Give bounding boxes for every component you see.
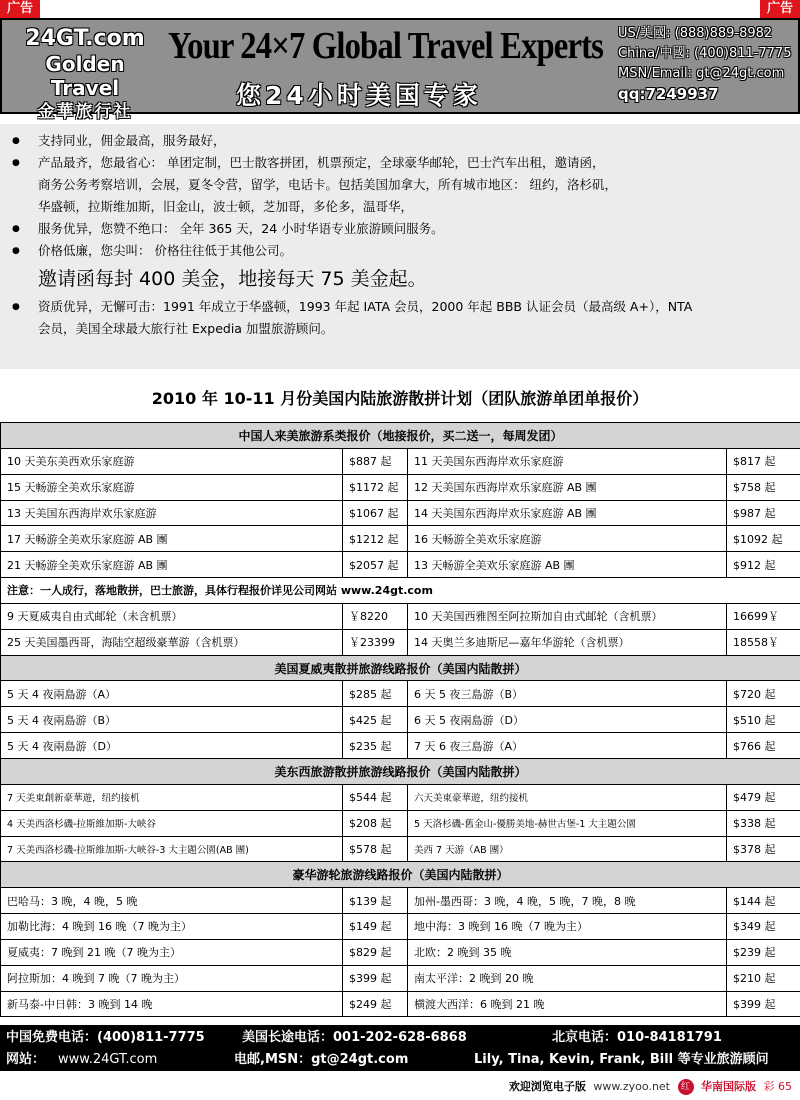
table-row — [1, 939, 800, 965]
tour-name-right: 16 天畅游全美欢乐家庭游 — [408, 526, 727, 552]
logo-name-cn: 金華旅行社 — [37, 102, 133, 122]
tour-name-left: 5 天 4 夜兩島游（B） — [1, 707, 343, 733]
tour-name-right: 6 天 5 夜兩島游（D） — [408, 707, 727, 733]
tour-name-right: 5 天洛杉磯-舊金山-優勝美地-赫世古堡-1 大主題公園 — [408, 810, 727, 836]
section-china-tours-title-row — [1, 423, 800, 449]
tour-name-right: 六天美東豪華遊，纽约接机 — [408, 784, 727, 810]
headline-offer: 邀请函每封 400 美金，地接每天 75 美金起。 — [38, 268, 427, 290]
tour-name-left: 25 天美国墨西哥，海陆空超级豪華游（含机票） — [1, 629, 343, 655]
footer-consultants: Lily, Tina, Kevin, Frank, Bill 等专业旅游顾问 — [474, 1052, 769, 1067]
table-row — [1, 707, 800, 733]
price-table — [0, 422, 800, 1017]
tour-name-left: 4 天美西洛杉磯-拉斯維加斯-大峡谷 — [1, 810, 343, 836]
bullet-products-cont1: 商务公务考察培训，会展，夏冬令营，留学，电话卡。包括美国加拿大，所有城市地区： 纽约，洛杉矶， — [38, 177, 617, 192]
contact-china-phone: China/中國: (400)811-7775 — [618, 46, 792, 61]
tour-name-right: 横渡大西洋：6 晚到 21 晚 — [408, 991, 727, 1017]
tour-name-left: 加勒比海：4 晚到 16 晚（7 晚为主） — [1, 914, 343, 940]
tour-name-left: 5 天 4 夜兩島游（A） — [1, 681, 343, 707]
tour-name-left: 21 天畅游全美欢乐家庭游 AB 團 — [1, 552, 343, 578]
plan-title: 2010 年 10-11 月份美国内陆旅游散拼计划（团队旅游单团单报价） — [151, 389, 649, 408]
tour-price-left: $249 起 — [343, 991, 408, 1017]
table-row — [1, 733, 800, 759]
ad-header-banner — [0, 18, 800, 122]
tour-price-left: ￥23399 — [343, 629, 408, 655]
bullet-credentials: ● 资质优异，无懈可击：1991 年成立于华盛顿，1993 年起 IATA 会员，2000 年起 BBB 认证会员（最高级 A+），NTA — [38, 296, 786, 318]
footer-web-label: 网站： — [6, 1052, 46, 1067]
edition-badge-icon: 红 — [678, 1079, 694, 1095]
tour-price-right: $510 起 — [727, 707, 800, 733]
tour-price-right: $338 起 — [727, 810, 800, 836]
bullet-price: ● 价格低廉，您尖叫： 价格往往低于其他公司。 — [38, 240, 786, 262]
footer-us-phone: 美国长途电话：001-202-628-6868 — [242, 1030, 467, 1045]
tour-name-left: 9 天夏威夷自由式邮轮（未含机票） — [1, 603, 343, 629]
slogan-chinese: 您24小时美国专家 — [236, 81, 482, 110]
page-footer-credit — [509, 1076, 792, 1098]
footer-email[interactable]: 电邮,MSN：gt@24gt.com — [234, 1052, 409, 1067]
tour-price-right: $144 起 — [727, 888, 800, 914]
tour-price-right: $720 起 — [727, 681, 800, 707]
tour-name-right: 14 天奥兰多迪斯尼—嘉年华游轮（含机票） — [408, 629, 727, 655]
intro-section — [0, 124, 800, 369]
tour-price-right: $987 起 — [727, 500, 800, 526]
company-logo — [8, 26, 162, 122]
section-hawaii-title: 美国夏威夷散拼旅游线路报价（美国内陆散拼） — [1, 655, 800, 681]
tour-name-left: 13 天美国东西海岸欢乐家庭游 — [1, 500, 343, 526]
tour-name-left: 巴哈马：3 晚，4 晚，5 晚 — [1, 888, 343, 914]
tour-price-left: ￥8220 — [343, 603, 408, 629]
tour-name-right: 13 天畅游全美欢乐家庭游 AB 團 — [408, 552, 727, 578]
table-row — [1, 526, 800, 552]
tour-price-left: $2057 起 — [343, 552, 408, 578]
footer-china-phone: 中国免费电话：(400)811-7775 — [6, 1030, 205, 1045]
footer-site[interactable]: www.zyoo.net — [593, 1080, 670, 1093]
tour-price-left: $1067 起 — [343, 500, 408, 526]
section-luxury-cruise-title: 豪华游轮旅游线路报价（美国内陆散拼） — [1, 862, 800, 888]
tour-name-left: 新马泰-中日韩：3 晚到 14 晚 — [1, 991, 343, 1017]
logo-name-en: Golden Travel — [45, 52, 125, 100]
table-row — [1, 914, 800, 940]
tour-name-right: 北欧：2 晚到 35 晚 — [408, 939, 727, 965]
tour-name-left: 5 天 4 夜兩島游（D） — [1, 733, 343, 759]
tour-price-right: $758 起 — [727, 474, 800, 500]
bullet-products: ● 产品最齐，您最省心： 单团定制，巴士散客拼团，机票预定，全球豪华邮轮，巴士汽车出租，邀请函， — [38, 152, 786, 174]
contact-us-phone: US/美國: (888)889-8982 — [618, 26, 773, 41]
table-row — [1, 991, 800, 1017]
footer-edition: 华南国际版 — [701, 1080, 756, 1093]
table-row — [1, 888, 800, 914]
tour-name-left: 15 天畅游全美欢乐家庭游 — [1, 474, 343, 500]
footer-beijing-phone: 北京电话：010-84181791 — [552, 1030, 722, 1045]
footer-contact-bar — [0, 1025, 800, 1071]
tour-price-left: $544 起 — [343, 784, 408, 810]
tour-price-right: $239 起 — [727, 939, 800, 965]
tour-name-right: 加州-墨西哥：3 晚，4 晚，5 晚，7 晚，8 晚 — [408, 888, 727, 914]
table-row — [1, 500, 800, 526]
tour-name-right: 11 天美国东西海岸欢乐家庭游 — [408, 448, 727, 474]
tour-price-left: $285 起 — [343, 681, 408, 707]
tour-name-right: 南太平洋：2 晚到 20 晚 — [408, 965, 727, 991]
table-row — [1, 629, 800, 655]
section-china-tours-title: 中国人来美旅游系类报价（地接报价，买二送一，每周发团） — [1, 423, 800, 449]
ad-label-left: 广告 — [0, 0, 40, 18]
tour-name-right: 7 天 6 夜三島游（A） — [408, 733, 727, 759]
tour-price-left: $149 起 — [343, 914, 408, 940]
tour-price-right: $1092 起 — [727, 526, 800, 552]
tour-name-left: 17 天畅游全美欢乐家庭游 AB 團 — [1, 526, 343, 552]
tour-name-left: 7 天美東創新豪華遊，纽约接机 — [1, 784, 343, 810]
tour-price-left: $829 起 — [343, 939, 408, 965]
tour-price-left: $425 起 — [343, 707, 408, 733]
table-row — [1, 474, 800, 500]
tour-price-right: $817 起 — [727, 448, 800, 474]
tour-name-right: 地中海：3 晚到 16 晚（7 晚为主） — [408, 914, 727, 940]
tour-name-left: 10 天美东美西欢乐家庭游 — [1, 448, 343, 474]
tour-price-right: $210 起 — [727, 965, 800, 991]
bullet-credentials-cont: 会员，美国全球最大旅行社 Expedia 加盟旅游顾问。 — [38, 321, 334, 336]
tour-price-right: $378 起 — [727, 836, 800, 862]
section-east-west-title-row — [1, 758, 800, 784]
tour-price-left: $235 起 — [343, 733, 408, 759]
table-row — [1, 603, 800, 629]
tour-name-right: 10 天美国西雅图至阿拉斯加自由式邮轮（含机票） — [408, 603, 727, 629]
tour-name-right: 6 天 5 夜三島游（B） — [408, 681, 727, 707]
tour-name-right: 12 天美国东西海岸欢乐家庭游 AB 團 — [408, 474, 727, 500]
table-row — [1, 965, 800, 991]
tour-price-left: $887 起 — [343, 448, 408, 474]
tour-price-left: $578 起 — [343, 836, 408, 862]
contact-email: MSN/Email: gt@24gt.com — [618, 66, 785, 81]
tour-price-left: $208 起 — [343, 810, 408, 836]
footer-welcome: 欢迎浏览电子版 — [508, 1080, 586, 1093]
table-row — [1, 552, 800, 578]
tour-name-left: 7 天美西洛杉磯-拉斯維加斯-大峡谷-3 大主題公園(AB 團) — [1, 836, 343, 862]
footer-website-link[interactable]: www.24GT.com — [58, 1052, 158, 1067]
intro-bullet-list — [38, 130, 786, 340]
tour-name-right: 14 天美国东西海岸欢乐家庭游 AB 團 — [408, 500, 727, 526]
tour-price-left: $1212 起 — [343, 526, 408, 552]
tour-price-left: $1172 起 — [343, 474, 408, 500]
table-note: 注意：一人成行，落地散拼，巴士旅游，具体行程报价详见公司网站 www.24gt.com — [1, 578, 800, 604]
note-row — [1, 578, 800, 604]
tour-name-left: 夏威夷：7 晚到 21 晚（7 晚为主） — [1, 939, 343, 965]
bullet-support: ● 支持同业，佣金最高，服务最好， — [38, 130, 786, 152]
tour-price-right: $912 起 — [727, 552, 800, 578]
section-hawaii-title-row — [1, 655, 800, 681]
table-row — [1, 836, 800, 862]
logo-domain: 24GT.com — [25, 26, 145, 51]
tour-price-right: $349 起 — [727, 914, 800, 940]
tour-price-right: $399 起 — [727, 991, 800, 1017]
table-row — [1, 810, 800, 836]
section-luxury-cruise-title-row — [1, 862, 800, 888]
bullet-products-cont2: 华盛顿，拉斯维加斯，旧金山，波士顿，芝加哥，多伦多，温哥华， — [38, 199, 414, 214]
header-contact-info — [618, 24, 798, 104]
table-row — [1, 784, 800, 810]
bullet-service: ● 服务优异，您赞不绝口： 全年 365 天，24 小时华语专业旅游顾问服务。 — [38, 218, 786, 240]
tour-price-left: $139 起 — [343, 888, 408, 914]
tour-price-right: 18558￥ — [727, 629, 800, 655]
page-number: 彩 65 — [763, 1080, 792, 1093]
tour-name-right: 美西 7 天游（AB 團） — [408, 836, 727, 862]
slogan-english: Your 24×7 Global Travel Experts — [168, 25, 603, 67]
tour-name-left: 阿拉斯加：4 晚到 7 晚（7 晚为主） — [1, 965, 343, 991]
tour-price-left: $399 起 — [343, 965, 408, 991]
table-row — [1, 681, 800, 707]
section-east-west-title: 美东西旅游散拼旅游线路报价（美国内陆散拼） — [1, 758, 800, 784]
tour-price-right: 16699￥ — [727, 603, 800, 629]
tour-price-right: $479 起 — [727, 784, 800, 810]
contact-qq: qq:7249937 — [618, 85, 719, 103]
table-row — [1, 448, 800, 474]
ad-label-right: 广告 — [760, 0, 800, 18]
tour-price-right: $766 起 — [727, 733, 800, 759]
